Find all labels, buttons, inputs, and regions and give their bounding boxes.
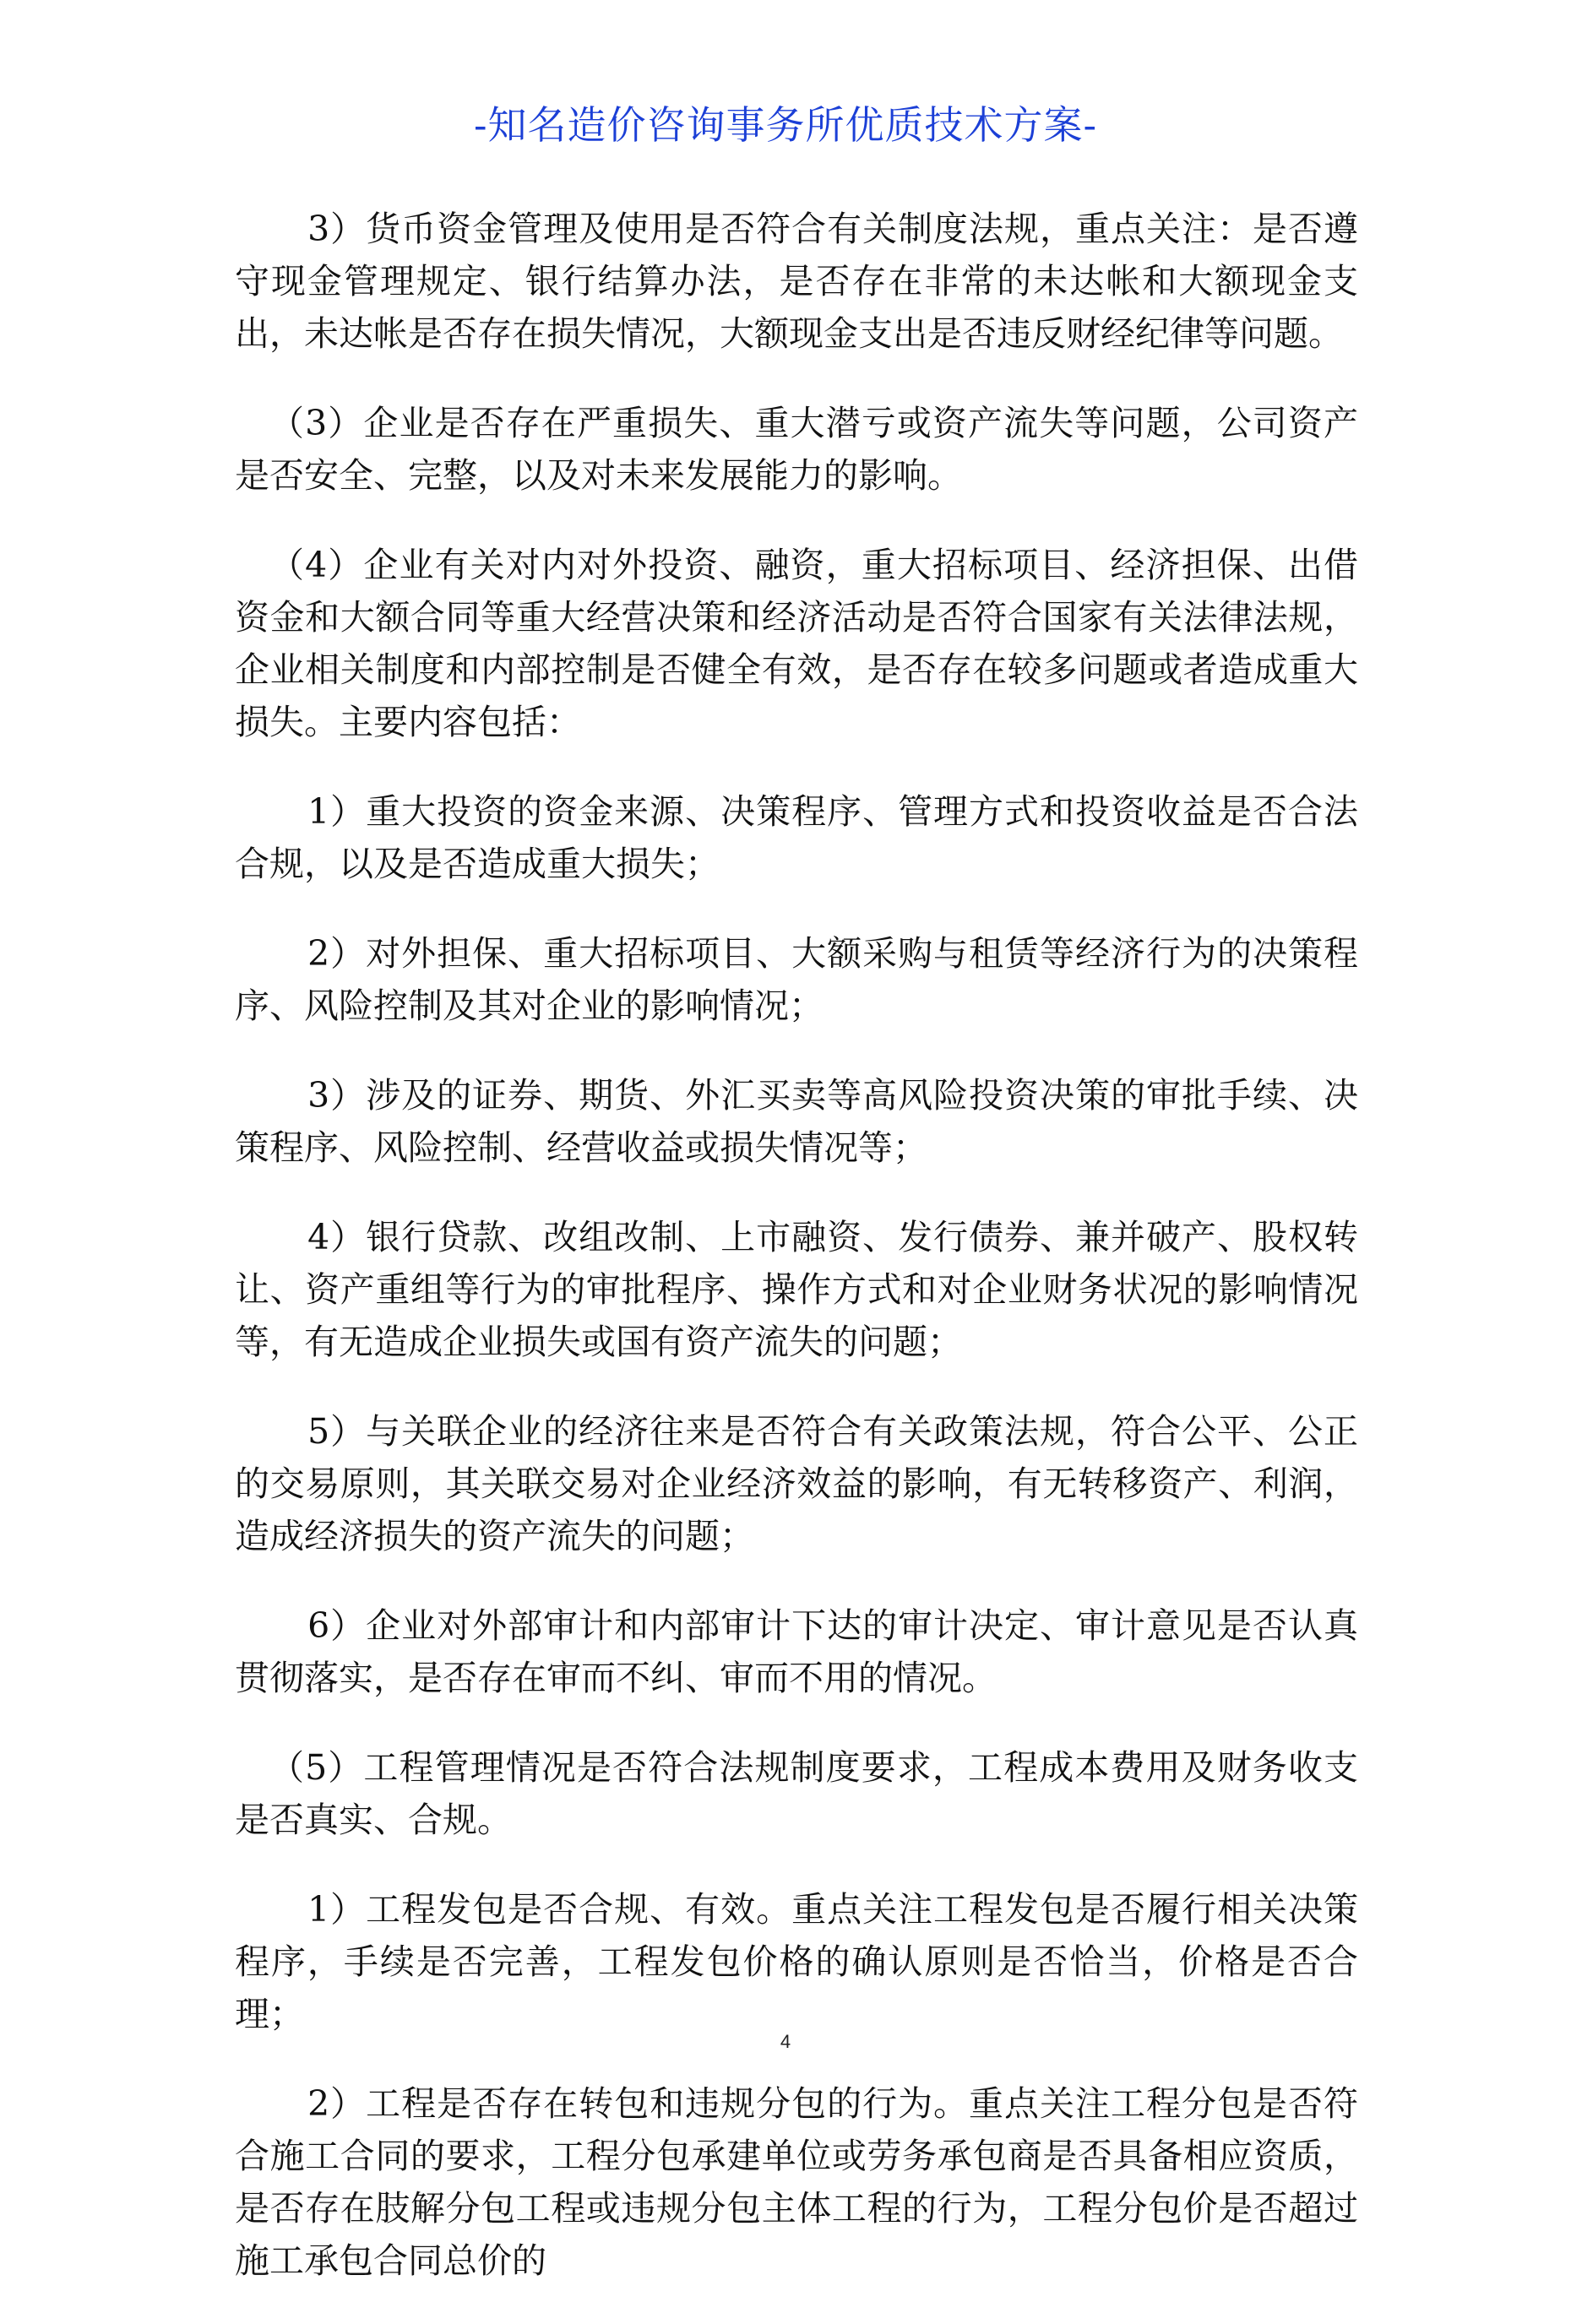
paragraph-cash-management: 3）货币资金管理及使用是否符合有关制度法规，重点关注：是否遵守现金管理规定、银行结算办法，是否存在非常的未达帐和大额现金支出，未达帐是否存在损失情况，大额现金支出是否违反财经纪律等问题。 [235,209,1358,354]
page-number: 4 [780,2031,791,2052]
paragraph-external-guarantee: 2）对外担保、重大招标项目、大额采购与租赁等经济行为的决策程序、风险控制及其对企业的影响情况； [235,933,1358,1026]
paragraph-major-investment: 1）重大投资的资金来源、决策程序、管理方式和投资收益是否合法合规，以及是否造成重大损失； [235,791,1358,884]
paragraph-high-risk-investment: 3）涉及的证券、期货、外汇买卖等高风险投资决策的审批手续、决策程序、风险控制、经营收益或损失情况等； [235,1075,1358,1168]
paragraph-bank-loans: 4）银行贷款、改组改制、上市融资、发行债券、兼并破产、股权转让、资产重组等行为的审批程序、操作方式和对企业财务状况的影响情况等，有无造成企业损失或国有资产流失的问题； [235,1217,1358,1362]
paragraph-investment-decisions: （4）企业有关对内对外投资、融资，重大招标项目、经济担保、出借资金和大额合同等重大经营决策和经济活动是否符合国家有关法律法规，企业相关制度和内部控制是否健全有效，是否存在较多问题或者造成重大损失。主要内容包括： [235,545,1358,742]
paragraph-related-party: 5）与关联企业的经济往来是否符合有关政策法规，符合公平、公正的交易原则，其关联交易对企业经济效益的影响，有无转移资产、利润，造成经济损失的资产流失的问题； [235,1411,1358,1556]
paragraph-subcontracting: 2）工程是否存在转包和违规分包的行为。重点关注工程分包是否符合施工合同的要求，工程分包承建单位或劳务承包商是否具备相应资质，是否存在肢解分包工程或违规分包主体工程的行为，工程分包价是否超过施工承包合同总价的 [235,2083,1358,2281]
paragraph-contracting: 1）工程发包是否合规、有效。重点关注工程发包是否履行相关决策程序，手续是否完善，工程发包价格的确认原则是否恰当，价格是否合理； [235,1889,1358,2034]
paragraph-engineering-management: （5）工程管理情况是否符合法规制度要求，工程成本费用及财务收支是否真实、合规。 [235,1747,1358,1840]
paragraph-asset-loss: （3）企业是否存在严重损失、重大潜亏或资产流失等问题，公司资产是否安全、完整，以及对未来发展能力的影响。 [235,403,1358,496]
paragraph-audit-follow-up: 6）企业对外部审计和内部审计下达的审计决定、审计意见是否认真贯彻落实，是否存在审而不纠、审而不用的情况。 [235,1605,1358,1698]
page-header-title: -知名造价咨询事务所优质技术方案- [473,102,1098,148]
document-body [235,203,1358,2324]
